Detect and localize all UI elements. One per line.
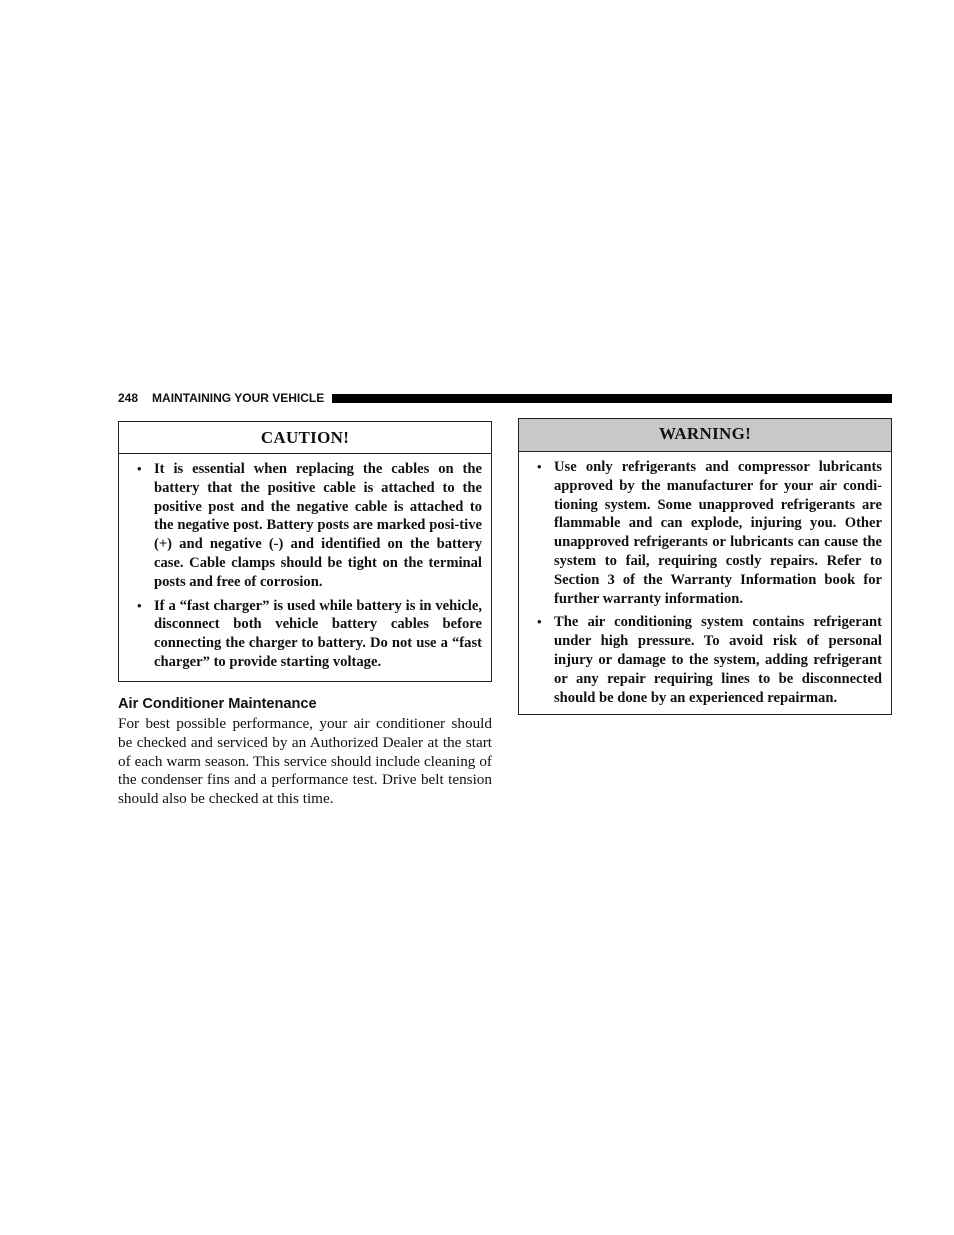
caution-item-2 bbox=[128, 597, 482, 672]
warning-item-2 bbox=[528, 613, 882, 707]
caution-title: CAUTION! bbox=[119, 422, 491, 454]
bullet-icon: • bbox=[537, 614, 542, 630]
warning-box bbox=[518, 418, 892, 715]
bullet-icon: • bbox=[537, 459, 542, 474]
caution-item-text: If a “fast charger” is used while battery is in vehicle, disconnect both vehicle battery cables before connecting the charger to battery. Do not use a “fast charger” to provide starting voltage. bbox=[154, 597, 482, 670]
warning-item-text: The air conditioning system contains refrigerant under high pressure. To avoid risk of personal injury or damage to the system, adding refrigerant or any repair requiring lines to be disconnected should be done by an experienced repairman. bbox=[554, 614, 882, 706]
header-rule bbox=[332, 394, 892, 403]
warning-item-text: Use only refrigerants and compressor lubricants approved by the manufacturer for your air condi-tioning system. Some unapproved refrigerants are flammable and can explode, injuring you. Other unapproved refrigerants or lubricants can cause the system to fail, requiring costly repairs. Refer to Section 3 of the Warranty Information book for further warranty information. bbox=[554, 459, 882, 607]
bullet-icon: • bbox=[137, 597, 142, 613]
page-header bbox=[118, 388, 892, 408]
caution-item-1 bbox=[128, 460, 482, 592]
section-title: MAINTAINING YOUR VEHICLE bbox=[152, 391, 325, 405]
bullet-icon: • bbox=[137, 461, 142, 476]
warning-title: WARNING! bbox=[519, 419, 891, 452]
section-heading: Air Conditioner Maintenance bbox=[118, 696, 317, 712]
caution-item-text: It is essential when replacing the cables on the battery that the positive cable is attached to the positive post and the negative cable is attached to the negative post. Battery posts are marked posi-tive (+) and negative (-) and identified on the battery case. Cable clamps should be tight on the terminal posts and free of corrosion. bbox=[154, 461, 482, 590]
caution-list bbox=[119, 454, 491, 672]
section-body: For best possible performance, your air conditioner should be checked and serviced by an Authorized Dealer at the start of each warm season. This service should include cleaning of the condenser fins and a performance test. Drive belt tension should also be checked at this time. bbox=[118, 715, 492, 808]
warning-list bbox=[519, 452, 891, 707]
page-number: 248 bbox=[118, 391, 139, 405]
warning-item-1 bbox=[528, 458, 882, 608]
caution-box bbox=[118, 421, 492, 682]
